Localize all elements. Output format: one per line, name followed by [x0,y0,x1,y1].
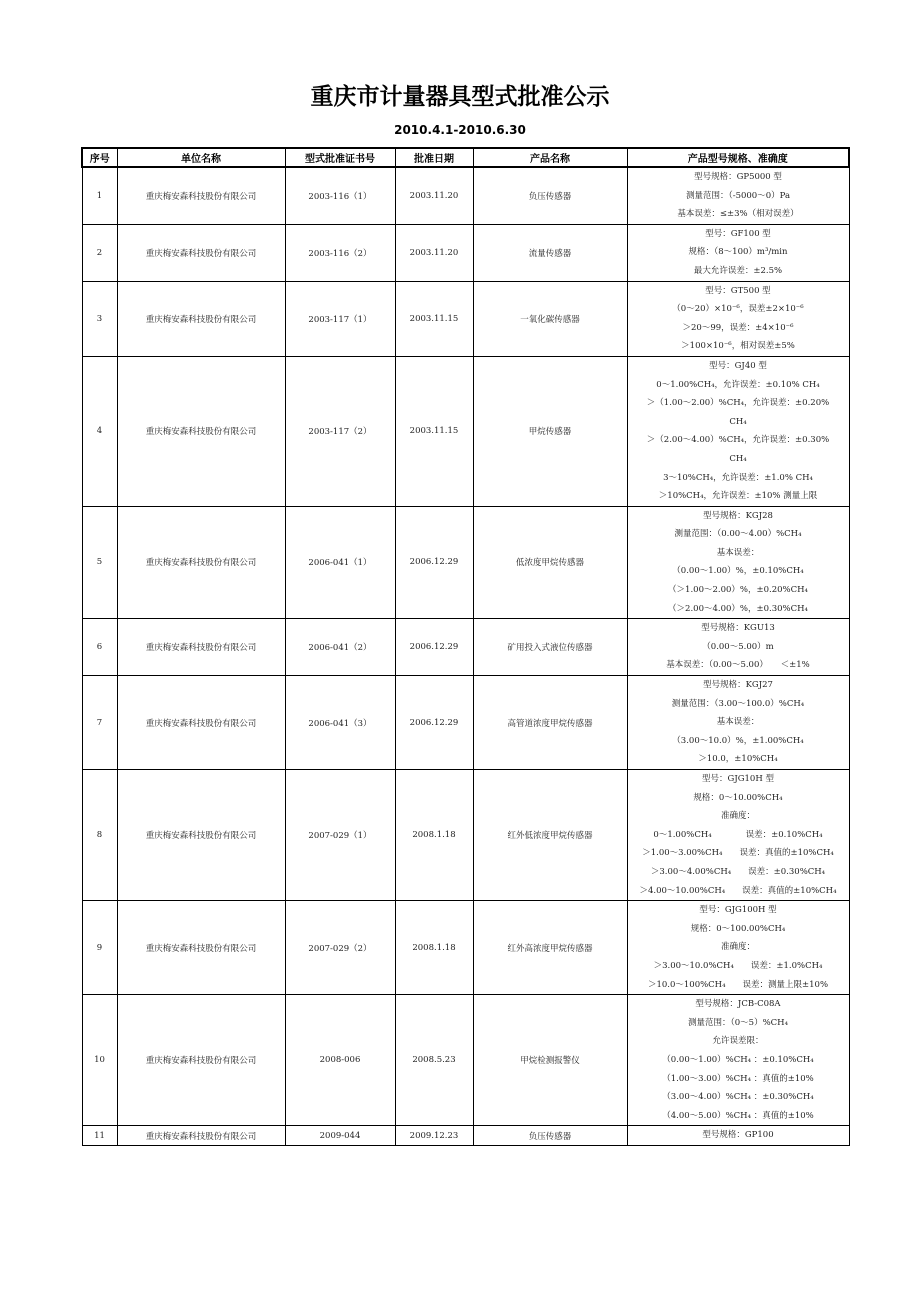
cell-date: 2006.12.29 [395,676,473,770]
cell-product: 低浓度甲烷传感器 [473,506,627,619]
spec-line: （0～20）×10⁻⁶，误差±2×10⁻⁶ [672,304,804,315]
spec-line: （4.00～5.00）%CH₄ ：真值的±10% [662,1110,814,1121]
cell-company: 重庆梅安森科技股份有限公司 [117,901,285,995]
cell-cert: 2003-116（1） [285,167,395,224]
cell-no: 1 [82,167,117,224]
cell-cert: 2009-044 [285,1126,395,1146]
cell-spec [627,224,849,281]
spec-line: ＞20～99，误差：±4×10⁻⁶ [682,322,794,333]
cell-product: 流量传感器 [473,224,627,281]
table-row [82,901,849,995]
cell-company: 重庆梅安森科技股份有限公司 [117,770,285,901]
spec-line: 型号规格：KGJ28 [703,510,773,521]
spec-line: ＞1.00～3.00%CH₄ 误差：真值的±10%CH₄ [642,848,834,859]
cell-cert: 2006-041（3） [285,676,395,770]
cell-product: 矿用投入式液位传感器 [473,619,627,676]
spec-line: （0.00～1.00）%CH₄ ：±0.10%CH₄ [662,1054,814,1065]
cell-company: 重庆梅安森科技股份有限公司 [117,167,285,224]
spec-line: （0.00～5.00）m [702,641,774,652]
spec-line: ＞（2.00～4.00）%CH₄，允许误差：±0.30% [646,435,830,446]
cell-no: 8 [82,770,117,901]
cell-cert: 2008-006 [285,995,395,1126]
spec-line: 型号：GJG100H 型 [699,905,777,916]
cell-company: 重庆梅安森科技股份有限公司 [117,356,285,506]
spec-line: ＞3.00～10.0%CH₄ 误差：±1.0%CH₄ [653,960,823,971]
table-row [82,619,849,676]
cell-no: 3 [82,281,117,356]
table-header-row [82,148,849,167]
spec-line: CH₄ [729,453,747,464]
table-row [82,281,849,356]
table-row [82,770,849,901]
spec-line: ＞100×10⁻⁶，相对误差±5% [681,341,795,352]
spec-line: ＞10.0，±10%CH₄ [698,754,778,765]
table-row [82,1126,849,1146]
header-date: 批准日期 [395,148,473,167]
spec-line: 型号规格：JCB-C08A [695,999,781,1010]
cell-product: 甲烷检测报警仪 [473,995,627,1126]
spec-line: 测量范围：（0～5）%CH₄ [688,1017,788,1028]
cell-spec [627,901,849,995]
table-row [82,224,849,281]
spec-line: 0～1.00%CH₄，允许误差：±0.10% CH₄ [656,379,820,390]
table-row [82,676,849,770]
cell-date: 2009.12.23 [395,1126,473,1146]
spec-line: 允许误差限： [712,1036,764,1047]
cell-product: 负压传感器 [473,1126,627,1146]
cell-spec [627,281,849,356]
cell-date: 2006.12.29 [395,506,473,619]
spec-line: 型号：GF100 型 [705,228,771,239]
header-spec: 产品型号规格、准确度 [627,148,849,167]
cell-no: 2 [82,224,117,281]
cell-date: 2006.12.29 [395,619,473,676]
spec-line: 准确度： [720,942,755,953]
header-cert: 型式批准证书号 [285,148,395,167]
cell-date: 2008.5.23 [395,995,473,1126]
cell-spec [627,167,849,224]
cell-company: 重庆梅安森科技股份有限公司 [117,281,285,356]
spec-line: 测量范围：（3.00～100.0）%CH₄ [671,698,805,709]
spec-line: ＞3.00～4.00%CH₄ 误差：±0.30%CH₄ [650,866,826,877]
table-row [82,167,849,224]
spec-line: 型号：GJG10H 型 [702,774,774,784]
header-no: 序号 [82,148,117,167]
cell-spec [627,619,849,676]
table-row [82,506,849,619]
spec-line: 型号规格：KGU13 [701,623,775,634]
cell-spec [627,676,849,770]
cell-cert: 2007-029（2） [285,901,395,995]
cell-cert: 2006-041（1） [285,506,395,619]
date-range: 2010.4.1-2010.6.30 [394,123,526,137]
approval-table [81,147,850,1146]
spec-line: 基本误差： [716,717,760,728]
cell-spec [627,770,849,901]
spec-line: 测量范围：（0.00～4.00）%CH₄ [674,529,802,540]
spec-line: 型号规格：GP100 [702,1130,774,1141]
cell-date: 2008.1.18 [395,901,473,995]
cell-no: 10 [82,995,117,1126]
cell-company: 重庆梅安森科技股份有限公司 [117,1126,285,1146]
spec-line: 准确度： [720,811,755,822]
cell-company: 重庆梅安森科技股份有限公司 [117,676,285,770]
cell-product: 红外高浓度甲烷传感器 [473,901,627,995]
cell-cert: 2007-029（1） [285,770,395,901]
spec-line: 0～1.00%CH₄ 误差：±0.10%CH₄ [653,829,823,840]
spec-line: 规格：0～100.00%CH₄ [690,923,786,934]
spec-line: 基本误差：（0.00～5.00） ＜±1% [666,660,810,671]
spec-line: CH₄ [729,416,747,427]
spec-line: 基本误差：≤±3%（相对误差） [677,209,799,220]
table-row [82,356,849,506]
spec-line: 型号：GJ40 型 [709,360,767,371]
cell-product: 甲烷传感器 [473,356,627,506]
cell-spec [627,506,849,619]
cell-spec [627,1126,849,1146]
spec-line: ＞10%CH₄，允许误差：±10% 测量上限 [658,491,818,502]
spec-line: 测量范围：（-5000～0）Pa [685,190,791,201]
spec-line: ＞（1.00～2.00）%CH₄，允许误差：±0.20% [646,398,830,409]
spec-line: （＞2.00～4.00）%，±0.30%CH₄ [668,603,808,614]
page-title: 重庆市计量器具型式批准公示 [310,84,610,110]
cell-date: 2003.11.20 [395,224,473,281]
spec-line: （0.00～1.00）%，±0.10%CH₄ [672,566,804,577]
spec-line: 规格：0～10.00%CH₄ [693,792,783,803]
cell-spec [627,356,849,506]
spec-line: 基本误差： [716,547,760,558]
cell-cert: 2006-041（2） [285,619,395,676]
spec-line: 型号规格：KGJ27 [703,680,773,691]
cell-cert: 2003-117（2） [285,356,395,506]
cell-cert: 2003-116（2） [285,224,395,281]
cell-date: 2003.11.20 [395,167,473,224]
cell-product: 红外低浓度甲烷传感器 [473,770,627,901]
spec-line: 型号：GT500 型 [705,285,771,296]
cell-cert: 2003-117（1） [285,281,395,356]
cell-no: 6 [82,619,117,676]
cell-product: 高管道浓度甲烷传感器 [473,676,627,770]
spec-line: ＞4.00～10.00%CH₄ 误差：真值的±10%CH₄ [639,885,837,896]
cell-no: 9 [82,901,117,995]
header-product: 产品名称 [473,148,627,167]
spec-line: ＞10.0～100%CH₄ 误差：测量上限±10% [647,979,829,990]
cell-date: 2003.11.15 [395,356,473,506]
cell-product: 一氧化碳传感器 [473,281,627,356]
cell-company: 重庆梅安森科技股份有限公司 [117,619,285,676]
cell-no: 7 [82,676,117,770]
spec-line: （1.00～3.00）%CH₄ ：真值的±10% [662,1073,814,1084]
spec-line: 型号规格：GP5000 型 [694,172,782,182]
cell-no: 11 [82,1126,117,1146]
cell-product: 负压传感器 [473,167,627,224]
cell-no: 4 [82,356,117,506]
spec-line: 规格：（8～100）m³/min [688,247,788,258]
spec-line: （3.00～4.00）%CH₄ ：±0.30%CH₄ [662,1092,814,1103]
spec-line: （3.00～10.0）%，±1.00%CH₄ [672,735,804,746]
spec-line: 最大允许误差：±2.5% [693,265,783,276]
cell-company: 重庆梅安森科技股份有限公司 [117,995,285,1126]
cell-company: 重庆梅安森科技股份有限公司 [117,224,285,281]
cell-date: 2008.1.18 [395,770,473,901]
table-row [82,995,849,1126]
spec-line: 3～10%CH₄，允许误差：±1.0% CH₄ [663,472,813,483]
header-company: 单位名称 [117,148,285,167]
cell-company: 重庆梅安森科技股份有限公司 [117,506,285,619]
cell-no: 5 [82,506,117,619]
cell-spec [627,995,849,1126]
spec-line: （＞1.00～2.00）%，±0.20%CH₄ [668,585,808,596]
cell-date: 2003.11.15 [395,281,473,356]
